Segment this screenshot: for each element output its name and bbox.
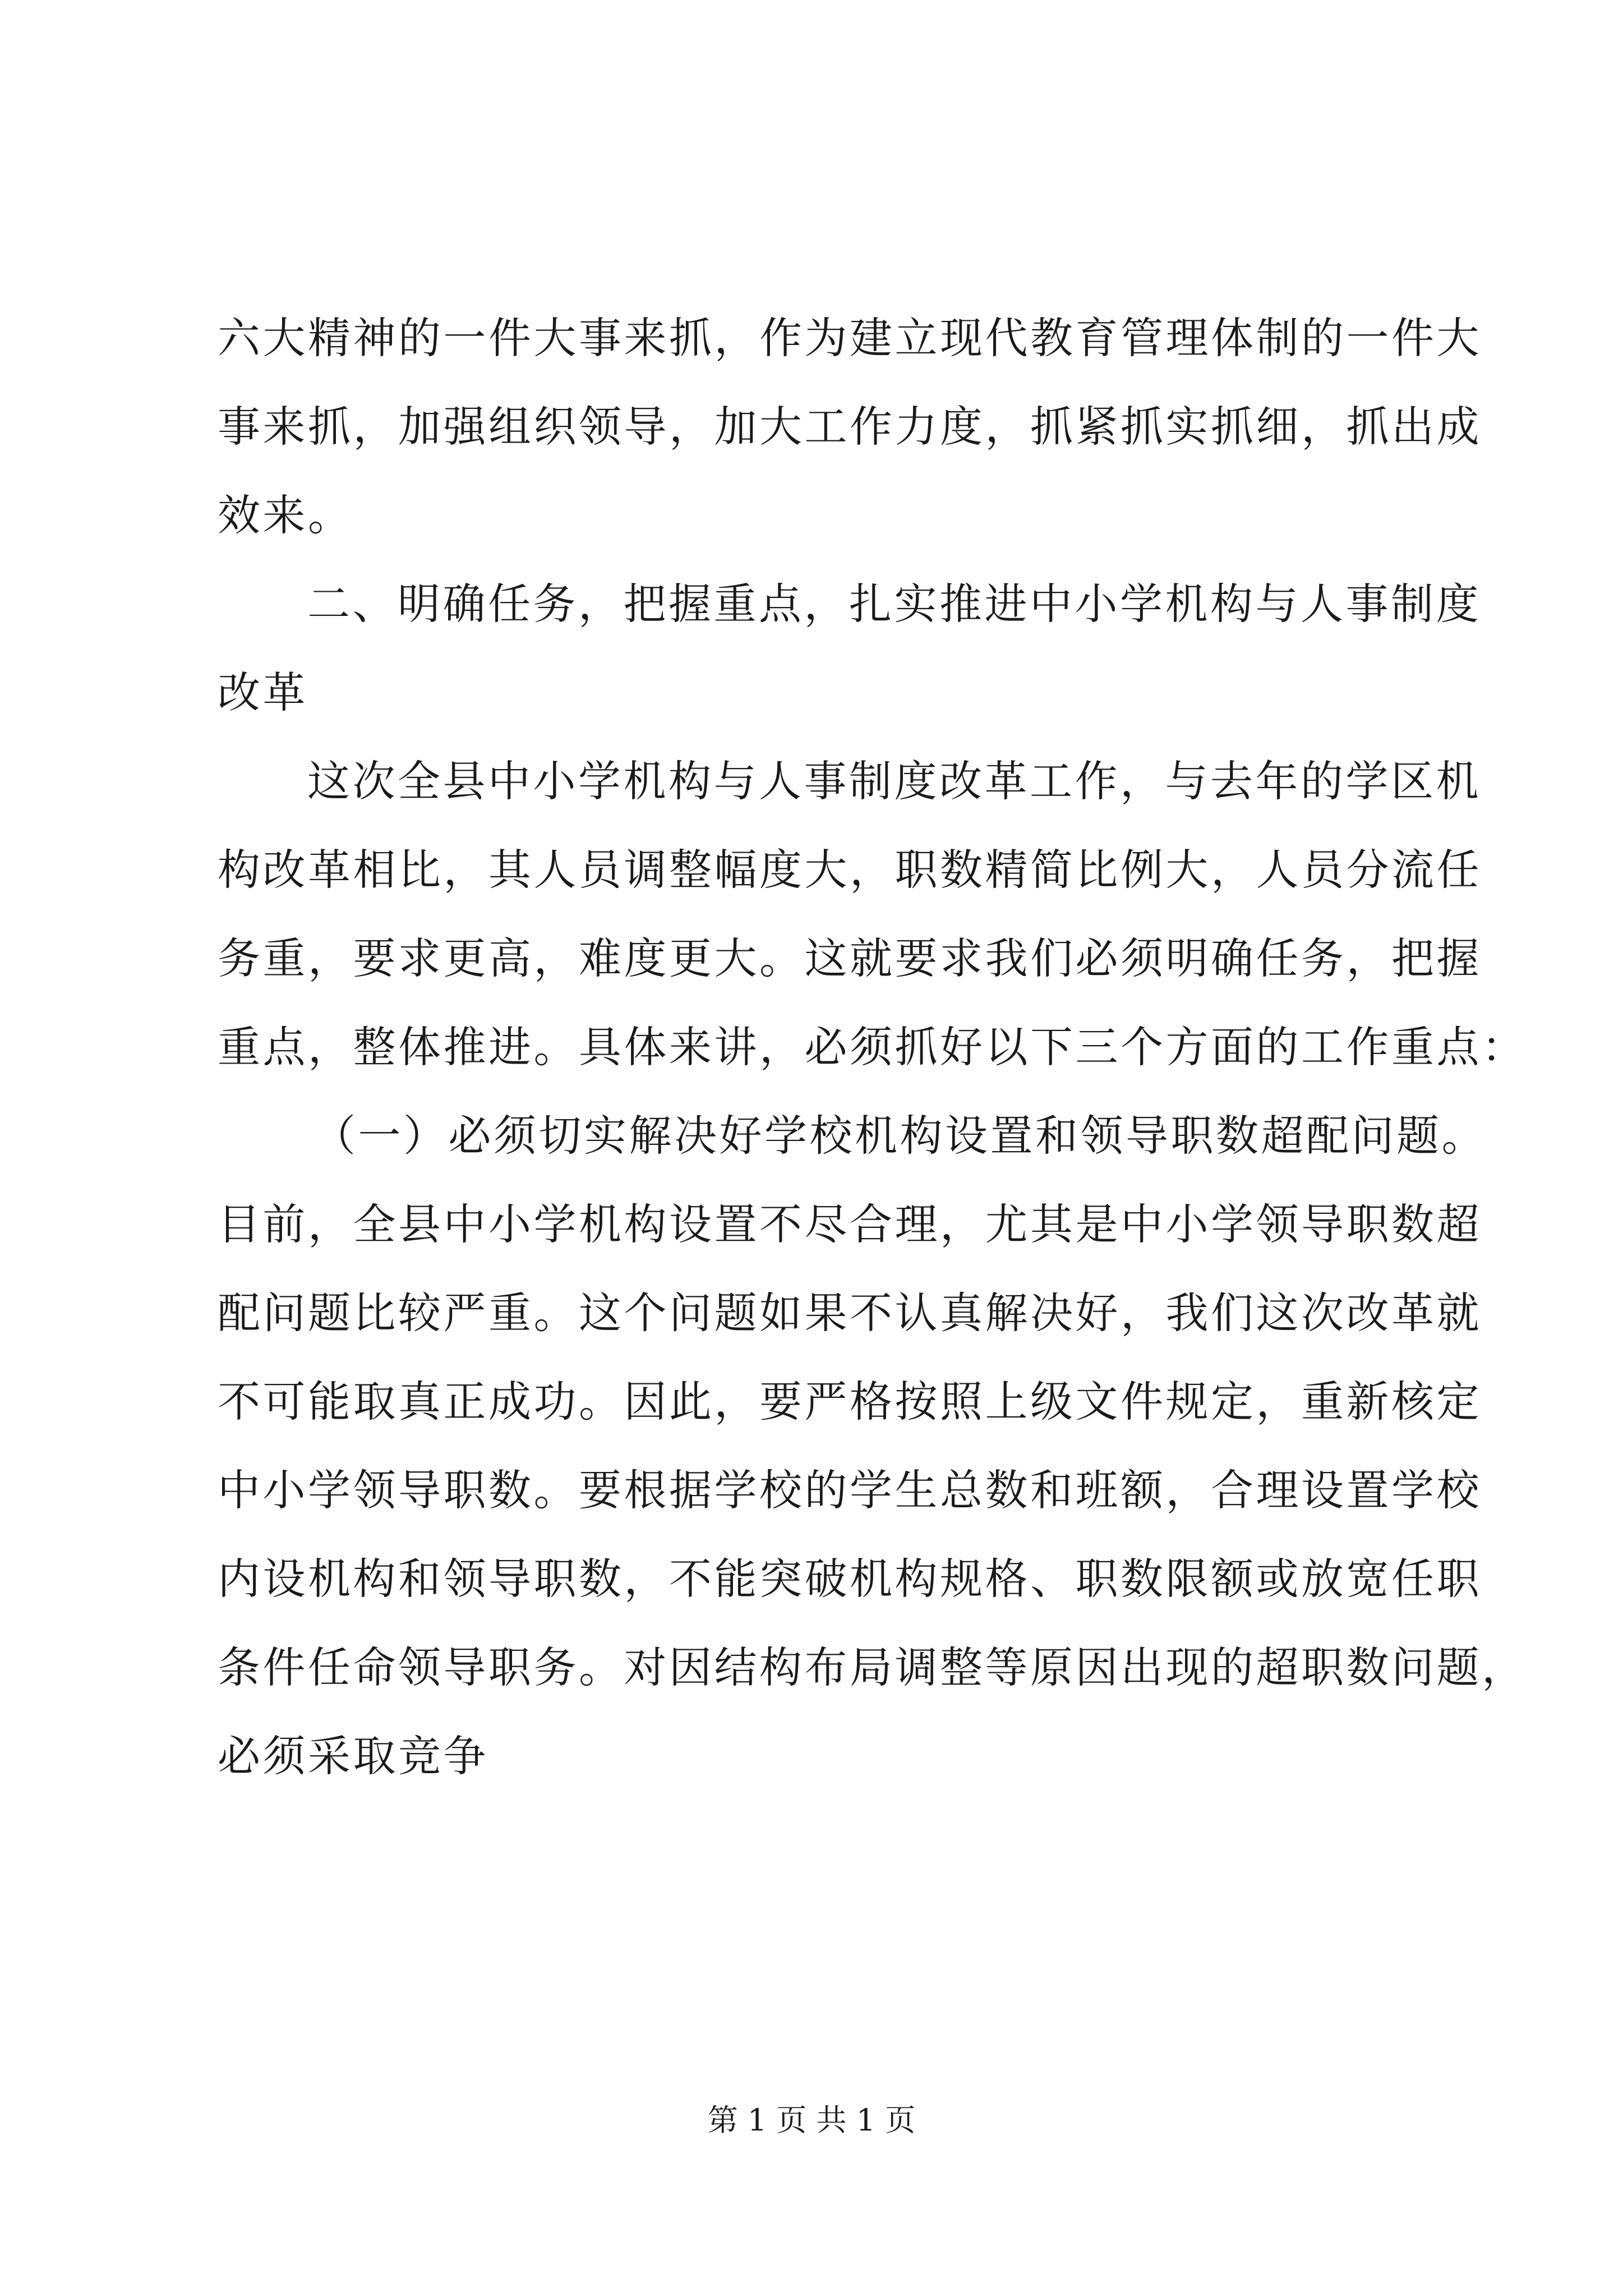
body-line: 务重，要求更高，难度更大。这就要求我们必须明确任务，把握 [218,933,1482,983]
body-line: 必须采取竞争 [218,1731,488,1781]
body-line: 目前，全县中小学机构设置不尽合理，尤其是中小学领导职数超 [218,1199,1482,1249]
body-line: 内设机构和领导职数，不能突破机构规格、职数限额或放宽任职 [218,1554,1482,1604]
subsection-heading: （一）必须切实解决好学校机构设置和领导职数超配问题。 [313,1111,1487,1161]
section-heading: 二、明确任务，把握重点，扎实推进中小学机构与人事制度 [307,579,1481,629]
page-footer: 第 1 页 共 1 页 [707,2102,916,2138]
body-line: 这次全县中小学机构与人事制度改革工作，与去年的学区机 [307,756,1481,806]
body-line: 不可能取真正成功。因此，要严格按照上级文件规定，重新核定 [218,1377,1482,1427]
body-line: 配问题比较严重。这个问题如果不认真解决好，我们这次改革就 [218,1288,1482,1338]
section-heading-continuation: 改革 [218,668,308,717]
body-line: 六大精神的一件大事来抓，作为建立现代教育管理体制的一件大 [218,313,1482,363]
body-line: 效来。 [218,490,353,540]
body-line: 事来抓，加强组织领导，加大工作力度，抓紧抓实抓细，抓出成 [218,402,1482,452]
body-line: 中小学领导职数。要根据学校的学生总数和班额，合理设置学校 [218,1465,1482,1515]
body-line: 重点，整体推进。具体来讲，必须抓好以下三个方面的工作重点： [218,1022,1527,1072]
body-line: 构改革相比，其人员调整幅度大，职数精简比例大，人员分流任 [218,845,1482,895]
body-line: 条件任命领导职务。对因结构布局调整等原因出现的超职数问题， [218,1642,1527,1692]
document-body [218,294,1527,1801]
